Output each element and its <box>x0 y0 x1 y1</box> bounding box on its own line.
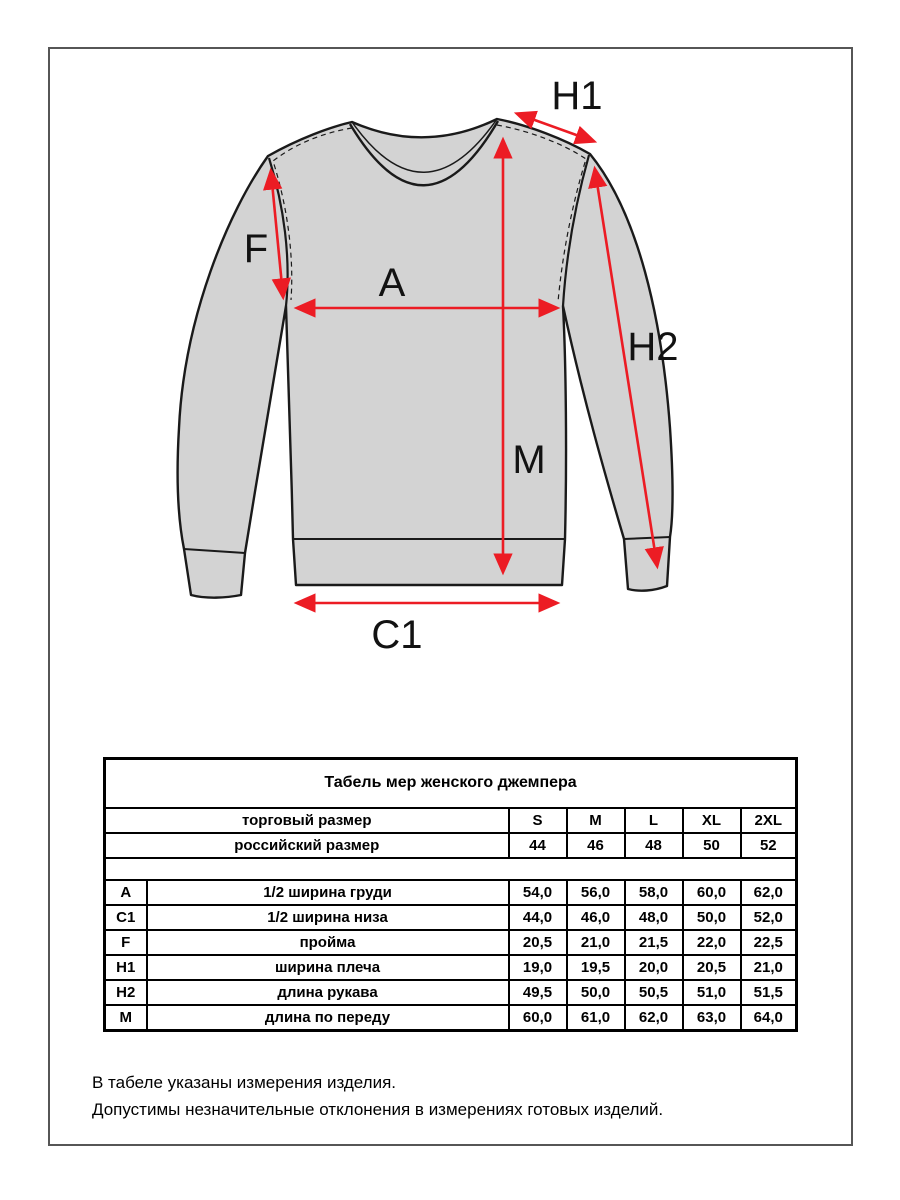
table-row <box>105 930 797 955</box>
measure-label-c1: C1 <box>371 613 423 657</box>
table-title-row <box>105 759 797 809</box>
table-cell: 61,0 <box>567 1005 625 1031</box>
table-cell: 62,0 <box>625 1005 683 1031</box>
table-cell: 63,0 <box>683 1005 741 1031</box>
table-cell: 51,5 <box>741 980 797 1005</box>
measure-code: H1 <box>105 955 147 980</box>
table-cell: 50,5 <box>625 980 683 1005</box>
measure-label-h1: H1 <box>551 74 603 118</box>
table-row <box>105 880 797 905</box>
table-cell: 48,0 <box>625 905 683 930</box>
measure-name: 1/2 ширина низа <box>147 905 509 930</box>
table-cell: 21,5 <box>625 930 683 955</box>
table-cell: 56,0 <box>567 880 625 905</box>
spacer-cell <box>105 858 797 880</box>
size-table-container <box>103 757 795 1032</box>
table-cell: 64,0 <box>741 1005 797 1031</box>
measure-label-a: A <box>378 261 406 305</box>
russian-size-label: российский размер <box>105 833 509 858</box>
table-cell: 21,0 <box>567 930 625 955</box>
table-cell: 44,0 <box>509 905 567 930</box>
russian-size-50: 50 <box>683 833 741 858</box>
table-row <box>105 980 797 1005</box>
size-header-m: M <box>567 808 625 833</box>
measure-code: M <box>105 1005 147 1031</box>
measure-code: A <box>105 880 147 905</box>
russian-size-46: 46 <box>567 833 625 858</box>
table-row <box>105 955 797 980</box>
table-cell: 60,0 <box>509 1005 567 1031</box>
table-cell: 19,5 <box>567 955 625 980</box>
table-cell: 22,0 <box>683 930 741 955</box>
table-title: Табель мер женского джемпера <box>105 759 797 809</box>
measure-name: пройма <box>147 930 509 955</box>
table-cell: 54,0 <box>509 880 567 905</box>
measure-name: 1/2 ширина груди <box>147 880 509 905</box>
table-cell: 20,5 <box>509 930 567 955</box>
spacer-row <box>105 858 797 880</box>
table-cell: 19,0 <box>509 955 567 980</box>
table-cell: 60,0 <box>683 880 741 905</box>
table-cell: 20,0 <box>625 955 683 980</box>
measure-label-m: M <box>512 438 546 482</box>
table-cell: 46,0 <box>567 905 625 930</box>
note-line: Допустимы незначительные отклонения в измерениях готовых изделий. <box>92 1100 664 1120</box>
measure-name: длина по переду <box>147 1005 509 1031</box>
measure-label-h2: H2 <box>627 325 679 369</box>
russian-size-48: 48 <box>625 833 683 858</box>
russian-size-row <box>105 833 797 858</box>
table-cell: 50,0 <box>567 980 625 1005</box>
table-cell: 62,0 <box>741 880 797 905</box>
garment-size-diagram <box>48 47 853 687</box>
table-row <box>105 1005 797 1031</box>
size-header-l: L <box>625 808 683 833</box>
size-header-s: S <box>509 808 567 833</box>
measure-code: F <box>105 930 147 955</box>
trade-size-label: торговый размер <box>105 808 509 833</box>
size-header-2xl: 2XL <box>741 808 797 833</box>
measure-name: ширина плеча <box>147 955 509 980</box>
measure-code: H2 <box>105 980 147 1005</box>
table-cell: 50,0 <box>683 905 741 930</box>
table-cell: 21,0 <box>741 955 797 980</box>
measure-label-f: F <box>243 227 269 271</box>
russian-size-52: 52 <box>741 833 797 858</box>
russian-size-44: 44 <box>509 833 567 858</box>
note-line: В табеле указаны измерения изделия. <box>92 1073 397 1092</box>
size-header-xl: XL <box>683 808 741 833</box>
table-cell: 51,0 <box>683 980 741 1005</box>
measure-code: C1 <box>105 905 147 930</box>
trade-size-row <box>105 808 797 833</box>
table-cell: 22,5 <box>741 930 797 955</box>
table-row <box>105 905 797 930</box>
measure-name: длина рукава <box>147 980 509 1005</box>
size-table <box>103 757 798 1032</box>
footer-notes <box>92 1069 812 1123</box>
table-cell: 49,5 <box>509 980 567 1005</box>
table-cell: 58,0 <box>625 880 683 905</box>
table-cell: 20,5 <box>683 955 741 980</box>
table-cell: 52,0 <box>741 905 797 930</box>
